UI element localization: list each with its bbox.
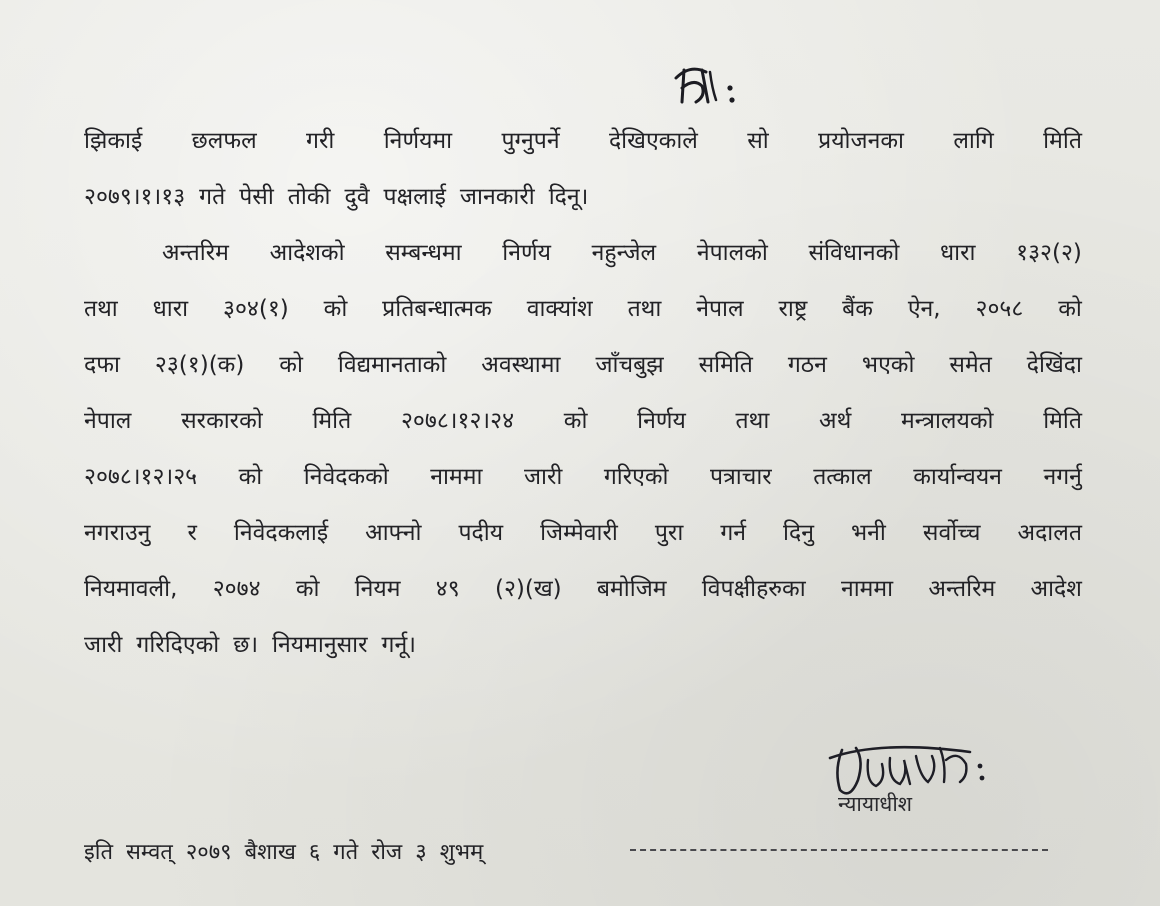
word: छ। bbox=[233, 632, 259, 658]
word: पुग्नुपर्ने bbox=[501, 128, 560, 154]
footer-word: शुभम् bbox=[439, 840, 484, 865]
word: निर्णय bbox=[502, 240, 551, 266]
word: छलफल bbox=[191, 128, 257, 154]
text-line bbox=[84, 576, 1082, 603]
word: गते bbox=[199, 184, 226, 210]
word: देखिएकाले bbox=[608, 128, 698, 154]
word: अन्तरिम bbox=[928, 576, 996, 602]
footer-word: ६ bbox=[308, 840, 321, 865]
word: तत्काल bbox=[813, 464, 872, 490]
word: झिकाई bbox=[84, 128, 143, 154]
signature-title: न्यायाधीश bbox=[838, 792, 913, 816]
word: जारी bbox=[84, 632, 123, 658]
footer-word: गते bbox=[333, 840, 359, 865]
word: २०७९।१।१३ bbox=[84, 184, 186, 210]
footer-word: २०७९ bbox=[185, 840, 232, 865]
word: दुवै bbox=[344, 184, 370, 210]
word: पुरा bbox=[654, 520, 684, 546]
word: मिति bbox=[1043, 408, 1082, 434]
word: गरिदिएको bbox=[136, 632, 220, 658]
word: सर्वोच्च bbox=[922, 520, 981, 546]
word: निर्णयमा bbox=[383, 128, 453, 154]
footer-word: सम्वत् bbox=[126, 840, 173, 865]
word: सम्बन्धमा bbox=[385, 240, 462, 266]
word: (२)(ख) bbox=[494, 576, 562, 602]
word: भएको bbox=[861, 352, 915, 378]
text-line bbox=[84, 240, 1082, 267]
word: ४९ bbox=[435, 576, 460, 602]
word: निर्णय bbox=[637, 408, 686, 434]
word: पत्राचार bbox=[710, 464, 772, 490]
dashed-rule bbox=[630, 849, 1048, 851]
word: को bbox=[323, 296, 348, 322]
word: गरिएको bbox=[603, 464, 669, 490]
word: २०५८ bbox=[975, 296, 1024, 322]
word: नियमानुसार bbox=[272, 632, 368, 658]
word: अदालत bbox=[1017, 520, 1082, 546]
word: २०७८।१२।२४ bbox=[400, 408, 515, 434]
word: अर्थ bbox=[819, 408, 852, 434]
date-footer bbox=[84, 836, 496, 866]
word: सो bbox=[747, 128, 769, 154]
word: को bbox=[238, 464, 263, 490]
word: धारा bbox=[152, 296, 189, 322]
word: पेसी bbox=[239, 184, 274, 210]
word: नियम bbox=[354, 576, 401, 602]
order-body bbox=[84, 128, 1082, 688]
footer-word: ३ bbox=[415, 840, 427, 865]
word: नगर्नु bbox=[1043, 464, 1082, 490]
word: गर्नू। bbox=[381, 632, 416, 658]
word: पक्षलाई bbox=[383, 184, 446, 210]
text-line bbox=[84, 128, 1082, 155]
word: देखिंदा bbox=[1026, 352, 1082, 378]
word: आफ्नो bbox=[365, 520, 422, 546]
word: मिति bbox=[312, 408, 352, 434]
word: बैंक bbox=[842, 296, 873, 322]
word: नगराउनु bbox=[84, 520, 151, 546]
word: र bbox=[187, 520, 197, 546]
word: तथा bbox=[735, 408, 770, 434]
word: मन्त्रालयको bbox=[901, 408, 994, 434]
word: सरकारको bbox=[181, 408, 263, 434]
word: नहुन्जेल bbox=[591, 240, 657, 266]
word: ३०४(१) bbox=[222, 296, 289, 322]
word: धारा bbox=[939, 240, 976, 266]
word: तथा bbox=[84, 296, 118, 322]
word: जानकारी bbox=[459, 184, 535, 210]
word: नेपाल bbox=[84, 408, 132, 434]
word: समेत bbox=[949, 352, 992, 378]
word: को bbox=[563, 408, 588, 434]
footer-word: रोज bbox=[371, 840, 403, 865]
initial-mark-icon bbox=[672, 58, 752, 118]
word: २३(१)(क) bbox=[154, 352, 245, 378]
footer-word: बैशाख bbox=[244, 840, 296, 865]
word: १३२(२) bbox=[1016, 240, 1082, 266]
text-line bbox=[84, 632, 1082, 659]
word: कार्यान्वयन bbox=[913, 464, 1002, 490]
word: २०७४ bbox=[212, 576, 261, 602]
word: जाँचबुझ bbox=[595, 352, 664, 378]
text-line bbox=[84, 296, 1082, 323]
word: वाक्यांश bbox=[526, 296, 593, 322]
text-line bbox=[84, 184, 1082, 211]
word: जारी bbox=[523, 464, 563, 490]
text-line bbox=[84, 520, 1082, 547]
word: गठन bbox=[787, 352, 827, 378]
text-line bbox=[84, 408, 1082, 435]
word: दिनू। bbox=[548, 184, 589, 210]
word: नाममा bbox=[430, 464, 483, 490]
word: नाममा bbox=[840, 576, 894, 602]
word: विपक्षीहरुका bbox=[701, 576, 806, 602]
word: भनी bbox=[851, 520, 886, 546]
word: अन्तरिम bbox=[162, 240, 229, 266]
word: प्रतिबन्धात्मक bbox=[382, 296, 492, 322]
footer-word: इति bbox=[84, 840, 114, 865]
word: समिति bbox=[698, 352, 753, 378]
word: अवस्थामा bbox=[481, 352, 561, 378]
word: जिम्मेवारी bbox=[540, 520, 618, 546]
text-line bbox=[84, 464, 1082, 491]
handwritten-initial bbox=[672, 58, 752, 118]
word: दिनु bbox=[783, 520, 814, 546]
word: गरी bbox=[306, 128, 335, 154]
word: गर्न bbox=[720, 520, 747, 546]
word: पदीय bbox=[458, 520, 504, 546]
word: निवेदकलाई bbox=[233, 520, 329, 546]
word: संविधानको bbox=[808, 240, 900, 266]
word: आदेश bbox=[1030, 576, 1082, 602]
word: आदेशको bbox=[269, 240, 345, 266]
word: को bbox=[279, 352, 303, 378]
word: को bbox=[1058, 296, 1082, 322]
word: नियमावली, bbox=[84, 576, 178, 602]
word: तोकी bbox=[287, 184, 331, 210]
word: बमोजिम bbox=[596, 576, 667, 602]
word: २०७८।१२।२५ bbox=[84, 464, 198, 490]
word: विद्यमानताको bbox=[337, 352, 447, 378]
word: ऐन, bbox=[907, 296, 941, 322]
word: तथा bbox=[627, 296, 662, 322]
word: राष्ट्र bbox=[778, 296, 808, 322]
word: दफा bbox=[84, 352, 120, 378]
word: नेपालको bbox=[696, 240, 768, 266]
word: नेपाल bbox=[696, 296, 744, 322]
word: मिति bbox=[1043, 128, 1082, 154]
word: निवेदकको bbox=[303, 464, 389, 490]
word: प्रयोजनका bbox=[818, 128, 904, 154]
word: लागि bbox=[953, 128, 994, 154]
text-line bbox=[84, 352, 1082, 379]
word: को bbox=[295, 576, 320, 602]
